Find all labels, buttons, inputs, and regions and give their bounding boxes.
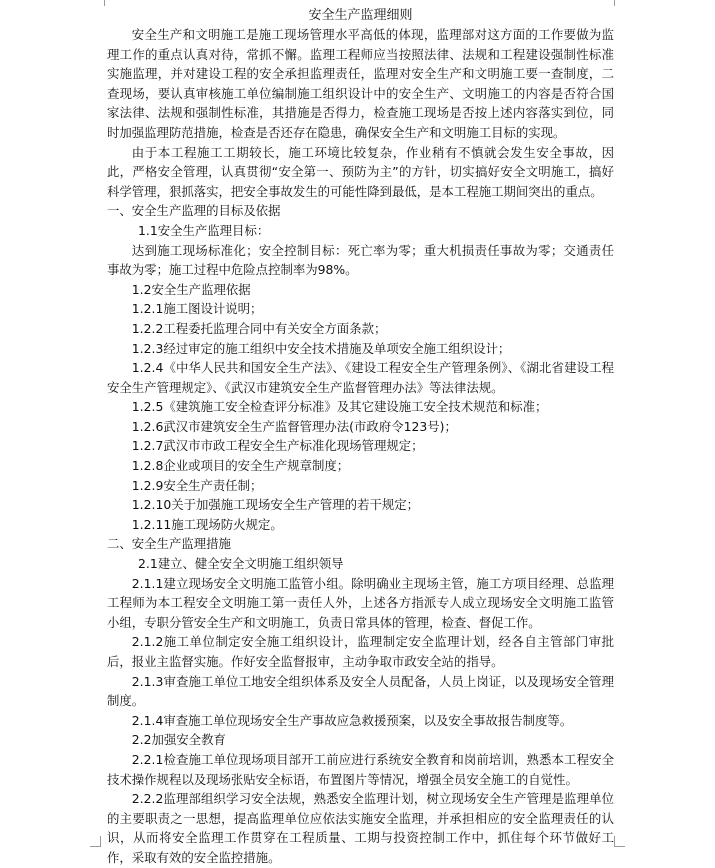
paragraph: 1.2.5《建筑施工安全检查评分标准》及其它建设施工安全技术规范和标准；	[131, 399, 548, 415]
paragraph: 1.1安全生产监理目标：	[138, 222, 270, 238]
document-title: 安全生产监理细则	[308, 8, 413, 23]
page-corner-mark	[614, 836, 625, 847]
document-body	[107, 25, 614, 868]
document-page	[107, 6, 614, 868]
paragraph: 1.2.7武汉市市政工程安全生产标准化现场管理规定；	[131, 438, 424, 454]
paragraph: 2.2.1检查施工单位现场项目部开工前应进行系统安全教育和岗前培训，熟悉本工程安全技术操作规程以及现场张贴安全标语，布置图片等情况，增强全员安全施工的自觉性。	[107, 751, 614, 787]
paragraph: 1.2.11施工现场防火规定。	[131, 516, 283, 532]
paragraph: 2.1.2施工单位制定安全施工组织设计，监理制定安全监理计划，经各自主管部门审批后，报业主监督实施。作好安全监督报审，主动争取市政安全站的指导。	[107, 634, 614, 669]
paragraph: 1.2.10关于加强施工现场安全生产管理的若干规定；	[131, 497, 420, 513]
paragraph: 安全生产和文明施工是施工现场管理水平高低的体现，监理部对这方面的工作要做为监理工作的重点认真对待，常抓不懈。监理工程师应当按照法律、法规和工程建设强制性标准实施监理，并对建设工程的安全承担监理责任，监理对安全生产和文明施工要一查制度，二查现场，要认真审核施工单位编制施工组织设计中的安全生产、文明施工的内容是否符合国家法律、法规和强制性标准，其措施是否得力，检查施工现场是否按上述内容落实到位，同时加强监理防范措施，检查是否还存在隐患，确保安全生产和文明施工目标的实现。	[107, 27, 614, 140]
page-corner-mark	[94, 0, 105, 6]
page-corner-mark	[90, 836, 101, 847]
paragraph: 1.2.1施工图设计说明；	[131, 301, 263, 317]
paragraph: 2.2加强安全教育	[131, 732, 226, 748]
section-heading: 一、安全生产监理的目标及依据	[107, 203, 281, 219]
paragraph: 达到施工现场标准化；安全控制目标：死亡率为零；重大机损责任事故为零；交通责任事故为零；施工过程中危险点控制率为98%。	[107, 242, 614, 278]
paragraph: 2.1.4审查施工单位现场安全生产事故应急救援预案，以及安全事故报告制度等。	[131, 712, 573, 728]
paragraph: 由于本工程施工工期较长，施工环境比较复杂，作业稍有不慎就会发生安全事故，因此，严格安全管理，认真贯彻“安全第一、预防为主”的方针，切实搞好安全文明施工，搞好科学管理，狠抓落实，把安全事故发生的可能性降到最低，是本工程施工期间突出的重点。	[107, 144, 614, 199]
paragraph: 1.2安全生产监理依据	[131, 281, 251, 297]
page-corner-mark	[614, 0, 625, 6]
paragraph: 2.2.2监理部组织学习安全法规，熟悉安全监理计划，树立现场安全生产管理是监理单位的主要职责之一思想，提高监理单位应依法实施安全监理，并承担相应的安全监理责任的认识，从而将安全监理工作贯穿在工程质量、工期与投资控制工作中，抓住每个环节做好工作，采取有效的安全监控措施。	[107, 791, 614, 865]
paragraph: 1.2.8企业或项目的安全生产规章制度；	[131, 458, 350, 474]
paragraph: 2.1建立、健全安全文明施工组织领导	[138, 556, 344, 572]
paragraph: 1.2.6武汉市建筑安全生产监督管理办法(市政府令123号)；	[131, 418, 457, 434]
section-heading: 二、安全生产监理措施	[107, 536, 231, 552]
paragraph: 2.1.1建立现场安全文明施工监管小组。除明确业主现场主管，施工方项目经理、总监理工程师为本工程安全文明施工第一责任人外，上述各方指派专人成立现场安全文明施工监管小组，专职分管安全生产和文明施工，负责日常具体的管理，检查、督促工作。	[107, 575, 614, 630]
paragraph: 2.1.3审查施工单位工地安全组织体系及安全人员配备，人员上岗证，以及现场安全管理制度。	[107, 673, 614, 709]
paragraph: 1.2.4《中华人民共和国安全生产法》、《建设工程安全生产管理条例》、《湖北省建设工程安全生产管理规定》、《武汉市建筑安全生产监督管理办法》等法律法规。	[107, 360, 614, 395]
paragraph: 1.2.2工程委托监理合同中有关安全方面条款；	[131, 320, 387, 336]
paragraph: 1.2.9安全生产责任制；	[131, 477, 263, 493]
paragraph: 1.2.3经过审定的施工组织中安全技术措施及单项安全施工组织设计；	[131, 340, 511, 356]
